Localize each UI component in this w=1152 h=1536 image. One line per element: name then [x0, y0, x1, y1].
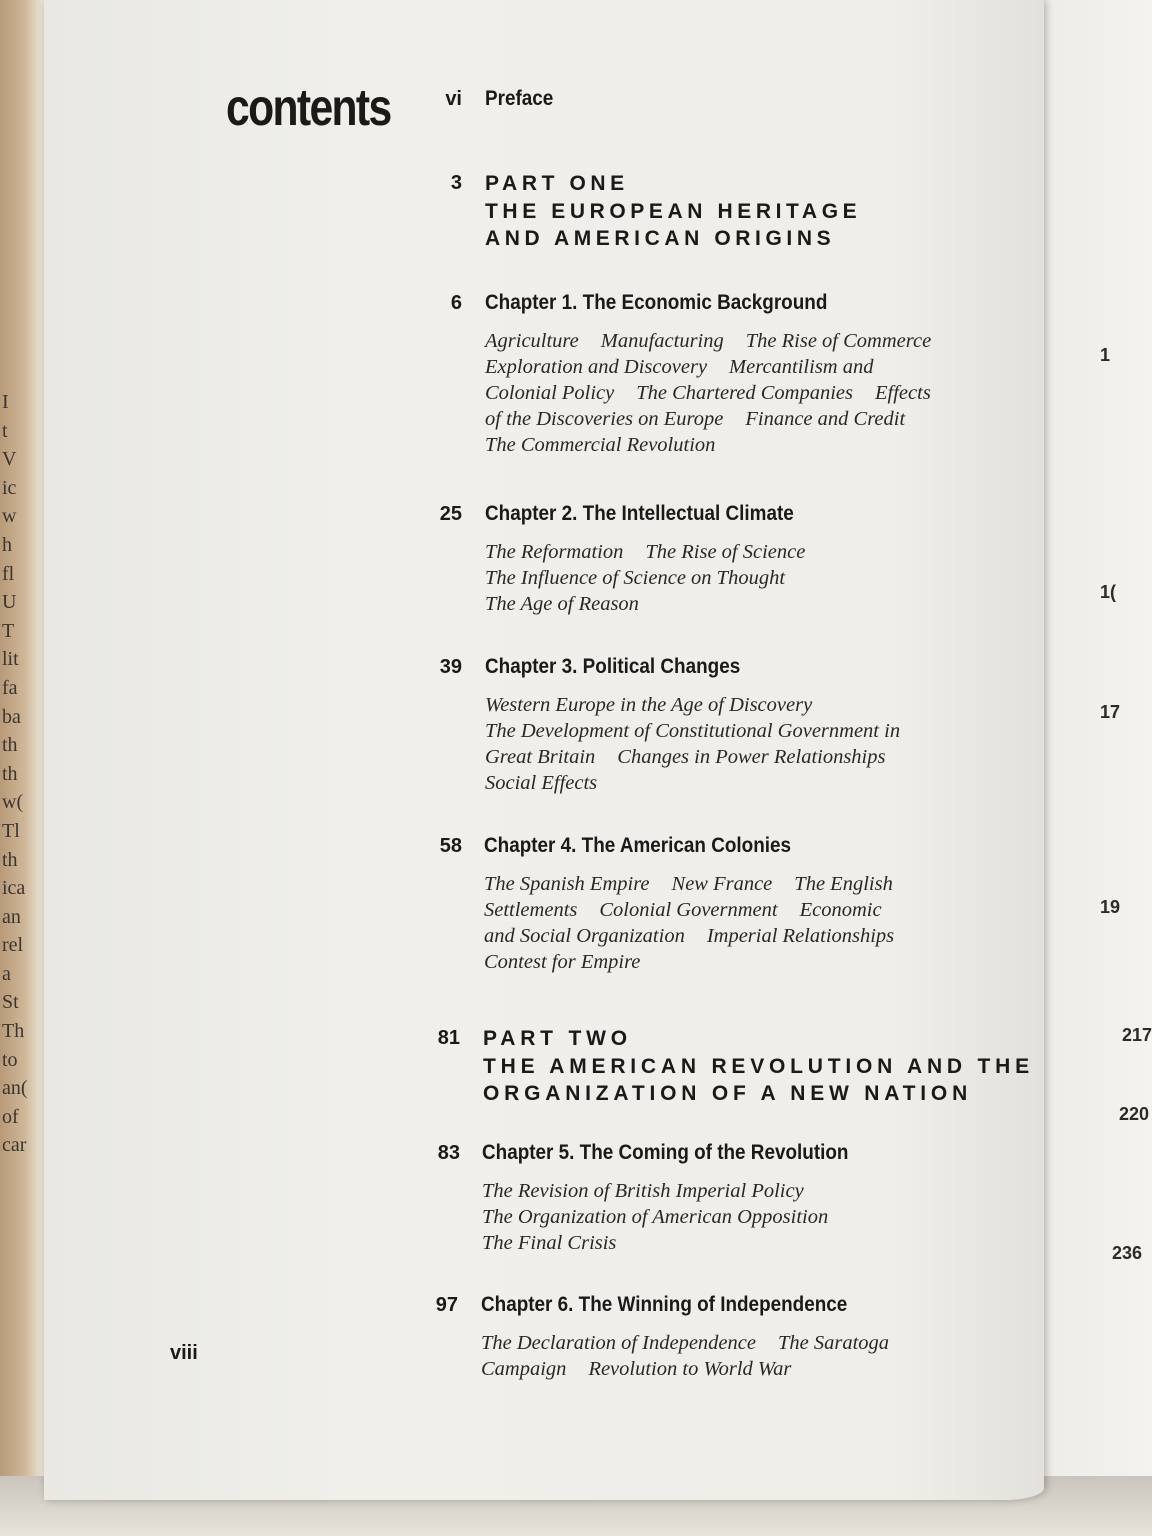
topic-item: Campaign	[481, 1358, 567, 1380]
part-heading-line: AND AMERICAN ORIGINS	[485, 227, 836, 250]
topic-line	[484, 897, 1044, 923]
left-page-fragment: fl	[2, 562, 15, 585]
topic-item: Social Effects	[485, 772, 598, 794]
left-page-fragment: an	[2, 905, 21, 928]
chapter-page-number: 6	[450, 292, 462, 314]
right-page-numbers	[1100, 0, 1152, 1536]
topic-item: Mercantilism and	[729, 356, 874, 378]
left-page-fragment: Th	[2, 1020, 25, 1043]
folio-page-number: viii	[170, 1342, 198, 1364]
left-page-fragment: car	[2, 1134, 27, 1157]
topic-line	[485, 744, 1045, 770]
right-page-number: 19	[1100, 897, 1121, 917]
topic-line	[485, 591, 1045, 617]
topic-item: Finance and Credit	[745, 408, 906, 430]
topic-item: Manufacturing	[600, 330, 724, 352]
left-page-fragment: w(	[2, 791, 24, 814]
topic-line	[485, 328, 1045, 354]
chapter-title: Chapter 5. The Coming of the Revolution	[482, 1141, 849, 1164]
preface-label: Preface	[485, 87, 554, 110]
topic-item: The Commercial Revolution	[485, 434, 716, 456]
topic-item: The Declaration of Independence	[481, 1332, 756, 1354]
left-page-fragment: I	[2, 391, 9, 413]
part-heading-line: THE EUROPEAN HERITAGE	[485, 199, 862, 223]
topic-item: Settlements	[484, 899, 578, 921]
left-page-fragment: th	[2, 848, 18, 871]
left-page-fragment: to	[2, 1048, 18, 1071]
left-page-fragment: T	[2, 619, 15, 642]
topic-item: The Revision of British Imperial Policy	[482, 1180, 804, 1202]
left-page-fragment: Tl	[2, 819, 20, 842]
topic-item: and Social Organization	[484, 925, 685, 947]
topic-line	[482, 1230, 1042, 1256]
topic-line	[485, 380, 1045, 406]
topic-line	[481, 1356, 1041, 1382]
chapter-topics	[484, 871, 1044, 975]
chapter-page-number: 83	[437, 1142, 460, 1164]
topic-item: The Final Crisis	[482, 1232, 617, 1254]
chapter-topics	[485, 692, 1045, 796]
part-heading-line: PART ONE	[485, 172, 629, 195]
right-page-number: 1(	[1100, 582, 1117, 602]
right-page-number: 236	[1112, 1243, 1143, 1263]
left-page-fragment: St	[2, 991, 19, 1014]
topic-line	[482, 1178, 1042, 1204]
part-one-heading	[485, 170, 861, 253]
part-two-page-number: 81	[437, 1027, 460, 1049]
chapter-title: Chapter 2. The Intellectual Climate	[485, 502, 794, 525]
topic-item: The Rise of Science	[645, 541, 806, 563]
right-page-number: 1	[1100, 345, 1111, 365]
topic-line	[485, 432, 1045, 458]
left-page-fragment: h	[2, 533, 12, 556]
topic-item: Changes in Power Relationships	[617, 746, 886, 768]
topic-item: The Rise of Commerce	[745, 330, 932, 352]
chapter-page-number: 39	[439, 656, 462, 678]
left-page-fragment: V	[2, 448, 17, 471]
part-one-page-number: 3	[450, 172, 462, 194]
topic-item: Exploration and Discovery	[485, 356, 708, 378]
topic-item: Colonial Government	[599, 899, 778, 921]
topic-line	[481, 1330, 1041, 1356]
left-page-fragment: fa	[2, 676, 18, 699]
topic-item: Effects	[875, 382, 931, 404]
topic-item: Western Europe in the Age of Discovery	[485, 694, 813, 716]
topic-item: The Age of Reason	[485, 593, 639, 615]
topic-item: The Organization of American Opposition	[482, 1206, 829, 1228]
topic-item: Contest for Empire	[484, 951, 641, 973]
topic-item: Colonial Policy	[485, 382, 615, 404]
left-page-fragment: ic	[2, 476, 17, 499]
part-two-heading	[483, 1025, 1034, 1108]
topic-item: The Reformation	[485, 541, 624, 563]
topic-item: The English	[794, 873, 893, 895]
topic-item: of the Discoveries on Europe	[485, 408, 724, 430]
chapter-topics	[482, 1178, 1042, 1256]
topic-item: The Influence of Science on Thought	[485, 567, 786, 589]
chapter-page-number: 58	[439, 835, 462, 857]
topic-item: The Chartered Companies	[636, 382, 854, 404]
topic-line	[485, 539, 1045, 565]
topic-item: Agriculture	[485, 330, 579, 352]
right-page-number: 217	[1122, 1025, 1152, 1045]
left-page-fragment: rel	[2, 934, 24, 957]
part-heading-line: ORGANIZATION OF A NEW NATION	[483, 1082, 973, 1105]
topic-item: Revolution to World War	[588, 1358, 792, 1380]
part-heading-line: PART TWO	[483, 1027, 632, 1050]
right-page-number: 220	[1119, 1104, 1150, 1124]
chapter-page-number: 97	[435, 1294, 458, 1316]
preface-page-number: vi	[445, 88, 462, 110]
chapter-topics	[481, 1330, 1041, 1382]
topic-line	[485, 406, 1045, 432]
chapter-title: Chapter 1. The Economic Background	[485, 291, 828, 314]
part-heading-line: THE AMERICAN REVOLUTION AND THE	[483, 1054, 1034, 1078]
topic-item: Great Britain	[485, 746, 596, 768]
topic-item: Economic	[799, 899, 882, 921]
left-page-fragment: a	[2, 962, 11, 985]
left-page-fragment: ba	[2, 705, 21, 728]
topic-item: The Spanish Empire	[484, 873, 650, 895]
left-page-fragment: w	[2, 505, 17, 528]
topic-line	[485, 692, 1045, 718]
topic-line	[485, 354, 1045, 380]
right-page-number: 17	[1100, 702, 1121, 722]
topic-line	[485, 718, 1045, 744]
chapter-title: Chapter 3. Political Changes	[485, 655, 741, 678]
left-page-fragment: th	[2, 762, 18, 785]
left-page-fragment: U	[2, 591, 17, 614]
topic-line	[485, 565, 1045, 591]
left-page-fragment: of	[2, 1105, 19, 1128]
left-page-fragment: an(	[2, 1077, 28, 1100]
topic-item: Imperial Relationships	[706, 925, 895, 947]
left-page-fragment: th	[2, 734, 18, 757]
left-page-fragment: ica	[2, 877, 26, 900]
chapter-page-number: 25	[439, 503, 462, 525]
topic-item: The Development of Constitutional Government in	[485, 720, 901, 742]
chapter-title: Chapter 6. The Winning of Independence	[481, 1293, 848, 1316]
chapter-title: Chapter 4. The American Colonies	[484, 834, 792, 857]
page-title: contents	[226, 79, 391, 137]
topic-item: The Saratoga	[777, 1332, 890, 1354]
chapter-topics	[485, 328, 1045, 458]
topic-line	[484, 949, 1044, 975]
topic-line	[482, 1204, 1042, 1230]
left-page-fragments	[2, 388, 42, 1160]
left-page-fragment: lit	[2, 648, 19, 671]
chapter-topics	[485, 539, 1045, 617]
topic-line	[484, 923, 1044, 949]
left-page-fragment: t	[2, 419, 8, 442]
topic-line	[484, 871, 1044, 897]
topic-line	[485, 770, 1045, 796]
topic-item: New France	[671, 873, 773, 895]
